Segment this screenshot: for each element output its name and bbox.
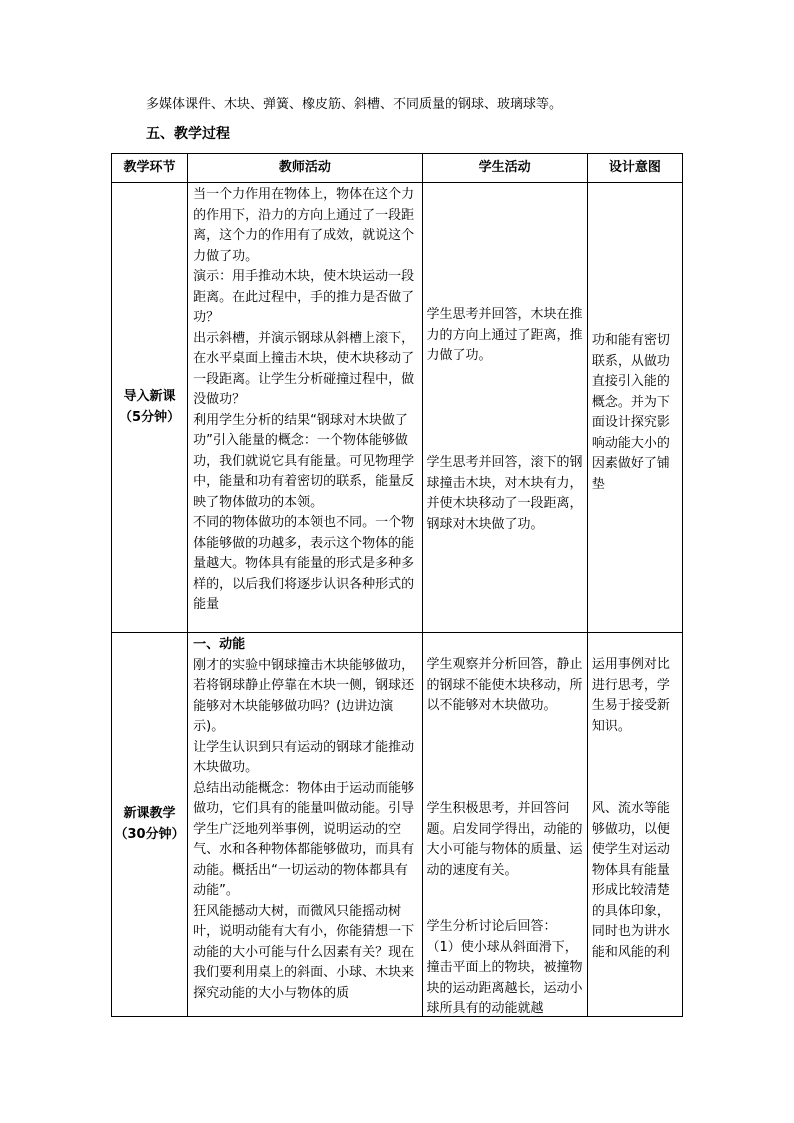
teacher-paragraph: 狂风能撼动大树，而微风只能摇动树叶，说明动能有大有小，你能猜想一下动能的大小可能与什么因素有关？现在我们要利用桌上的斜面、小球、木块来探究动能的大小与物体的质 <box>193 903 415 1001</box>
design-paragraph: 运用事例对比进行思考，学生易于接受新知识。 <box>591 657 670 734</box>
student-activity-cell <box>422 633 587 1017</box>
design-paragraph: 风、流水等能够做功，以便使学生对运动物体具有能量形成比较清楚的具体印象，同时也为讲水能和风能的利 <box>591 801 670 960</box>
teacher-paragraph: 刚才的实验中钢球撞击木块能够做功，若将钢球静止停靠在木块一侧，钢球还能够对木块能够做功吗？(边讲边演示)。 <box>193 657 415 734</box>
section-title: 五、教学过程 <box>146 126 230 142</box>
teacher-paragraph: 当一个力作用在物体上，物体在这个力的作用下，沿力的方向上通过了一段距离，这个力的作用有了成效，就说这个力做了功。 <box>193 187 415 264</box>
teacher-activity-cell <box>188 183 422 633</box>
segment-duration: （5分钟） <box>119 409 181 425</box>
segment-name: 导入新课 <box>123 389 176 404</box>
teacher-heading: 一、动能 <box>193 637 246 652</box>
student-paragraph: 学生分析讨论后回答： <box>426 919 557 934</box>
header-teacher: 教师活动 <box>188 154 422 183</box>
teacher-paragraph: 利用学生分析的结果“钢球对木块做了功”引入能量的概念：一个物体能够做功，我们就说它具有能量。可见物理学中，能量和功有着密切的联系，能量反映了物体做功的本领。 <box>193 412 415 510</box>
student-paragraph: 学生思考并回答，滚下的钢球撞击木块，对木块有力，并使木块移动了一段距离，钢球对木块做了功。 <box>426 455 583 532</box>
teacher-paragraph: 总结出动能概念：物体由于运动而能够做功，它们具有的能量叫做动能。引导学生广泛地列举事例，说明运动的空气、水和各种物体都能够做功，而具有动能。概括出“一切运动的物体都具有动能”。 <box>193 780 415 898</box>
header-student: 学生活动 <box>422 154 587 183</box>
teacher-paragraph: 演示：用手推动木块，使木块运动一段距离。在此过程中，手的推力是否做了功？ <box>193 269 415 325</box>
segment-cell <box>112 183 188 633</box>
student-activity-cell <box>422 183 587 633</box>
table-header-row <box>112 154 683 183</box>
design-intent-cell <box>587 633 682 1017</box>
segment-cell <box>112 633 188 1017</box>
teacher-paragraph: 让学生认识到只有运动的钢球才能推动木块做功。 <box>193 739 415 775</box>
header-design: 设计意图 <box>587 154 682 183</box>
table-row <box>112 633 683 1017</box>
design-paragraph: 功和能有密切联系，从做功直接引入能的概念。并为下面设计探究影响动能大小的因素做好了铺垫 <box>591 333 670 492</box>
teacher-activity-cell <box>188 633 422 1017</box>
student-paragraph: 学生观察并分析回答，静止的钢球不能使木块移动，所以不能够对木块做功。 <box>426 657 583 713</box>
segment-name: 新课教学 <box>123 806 176 821</box>
header-segment: 教学环节 <box>112 154 188 183</box>
student-paragraph: 学生思考并回答，木块在推力的方向上通过了距离，推力做了功。 <box>426 307 583 363</box>
teaching-process-table <box>111 153 683 1017</box>
materials-line: 多媒体课件、木块、弹簧、橡皮筋、斜槽、不同质量的钢球、玻璃球等。 <box>146 97 563 112</box>
teacher-paragraph: 出示斜槽，并演示钢球从斜槽上滚下，在水平桌面上撞击木块，使木块移动了一段距离。让学生分析碰撞过程中，做没做功？ <box>193 330 415 407</box>
table-row <box>112 183 683 633</box>
student-paragraph: 学生积极思考，并回答问题。启发同学得出，动能的大小可能与物体的质量、运动的速度有关。 <box>426 801 583 878</box>
student-paragraph: （1）使小球从斜面滑下，撞击平面上的物块，被撞物块的运动距离越长，运动小球所具有的动能就越 <box>426 939 583 1016</box>
teacher-paragraph: 不同的物体做功的本领也不同。一个物体能够做的功越多，表示这个物体的能量越大。物体具有能量的形式是多种多样的，以后我们将逐步认识各种形式的能量 <box>193 515 415 612</box>
design-intent-cell <box>587 183 682 633</box>
segment-duration: （30分钟） <box>114 826 185 842</box>
